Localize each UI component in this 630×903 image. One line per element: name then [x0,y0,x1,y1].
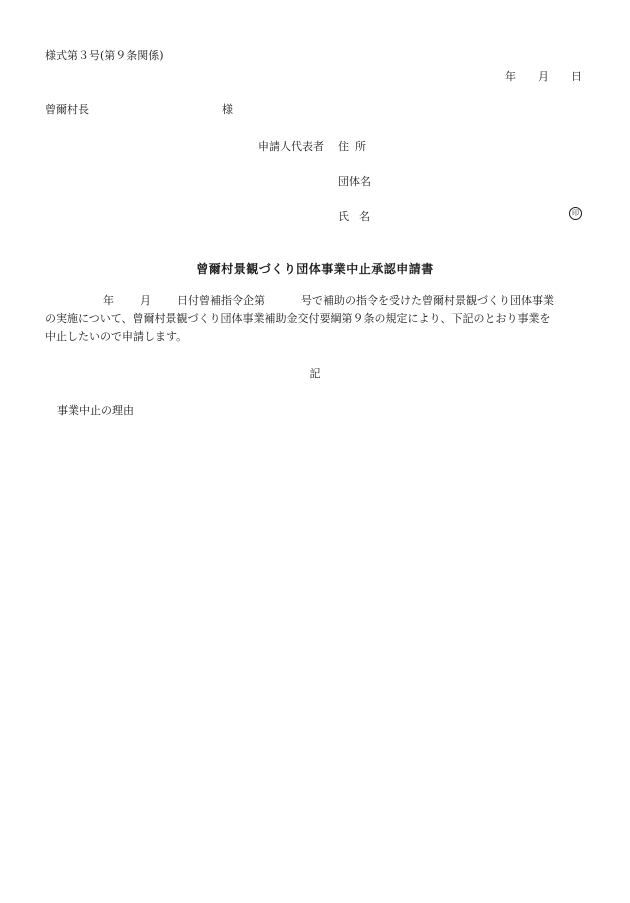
address-label: 住所 [338,140,372,153]
date-month-label: 月 [538,70,549,83]
applicant-representative-label: 申請人代表者 [258,140,324,153]
date-year-label: 年 [505,70,516,83]
body-paragraph [45,292,590,346]
group-name-label: 団体名 [338,175,371,188]
addressee-name: 曾爾村長 [45,103,89,116]
body-line-1 [45,292,590,310]
form-number: 様式第３号(第９条関係) [45,49,164,62]
body-year-label: 年 [103,294,114,307]
body-line-3: 中止したいので申請します。 [45,330,188,343]
body-order-text: 日付曾補指令企第 [177,294,265,307]
date-day-label: 日 [571,70,582,83]
date-line [505,68,582,84]
ki-heading: 記 [309,367,321,380]
body-line-2: の実施について、曾爾村景観づくり団体事業補助金交付要綱第９条の規定により、下記のとおり事業を [45,312,551,325]
document-title: 曾爾村景観づくり団体事業中止承認申請書 [196,262,434,276]
name-label: 氏名 [338,210,380,223]
body-month-label: 月 [140,294,151,307]
body-grant-text: 号で補助の指令を受けた曾爾村景観づくり団体事業 [301,294,554,307]
cancellation-reason-label: 事業中止の理由 [57,404,134,417]
seal-mark: 印 [569,207,582,220]
addressee-honorific: 様 [222,103,233,116]
